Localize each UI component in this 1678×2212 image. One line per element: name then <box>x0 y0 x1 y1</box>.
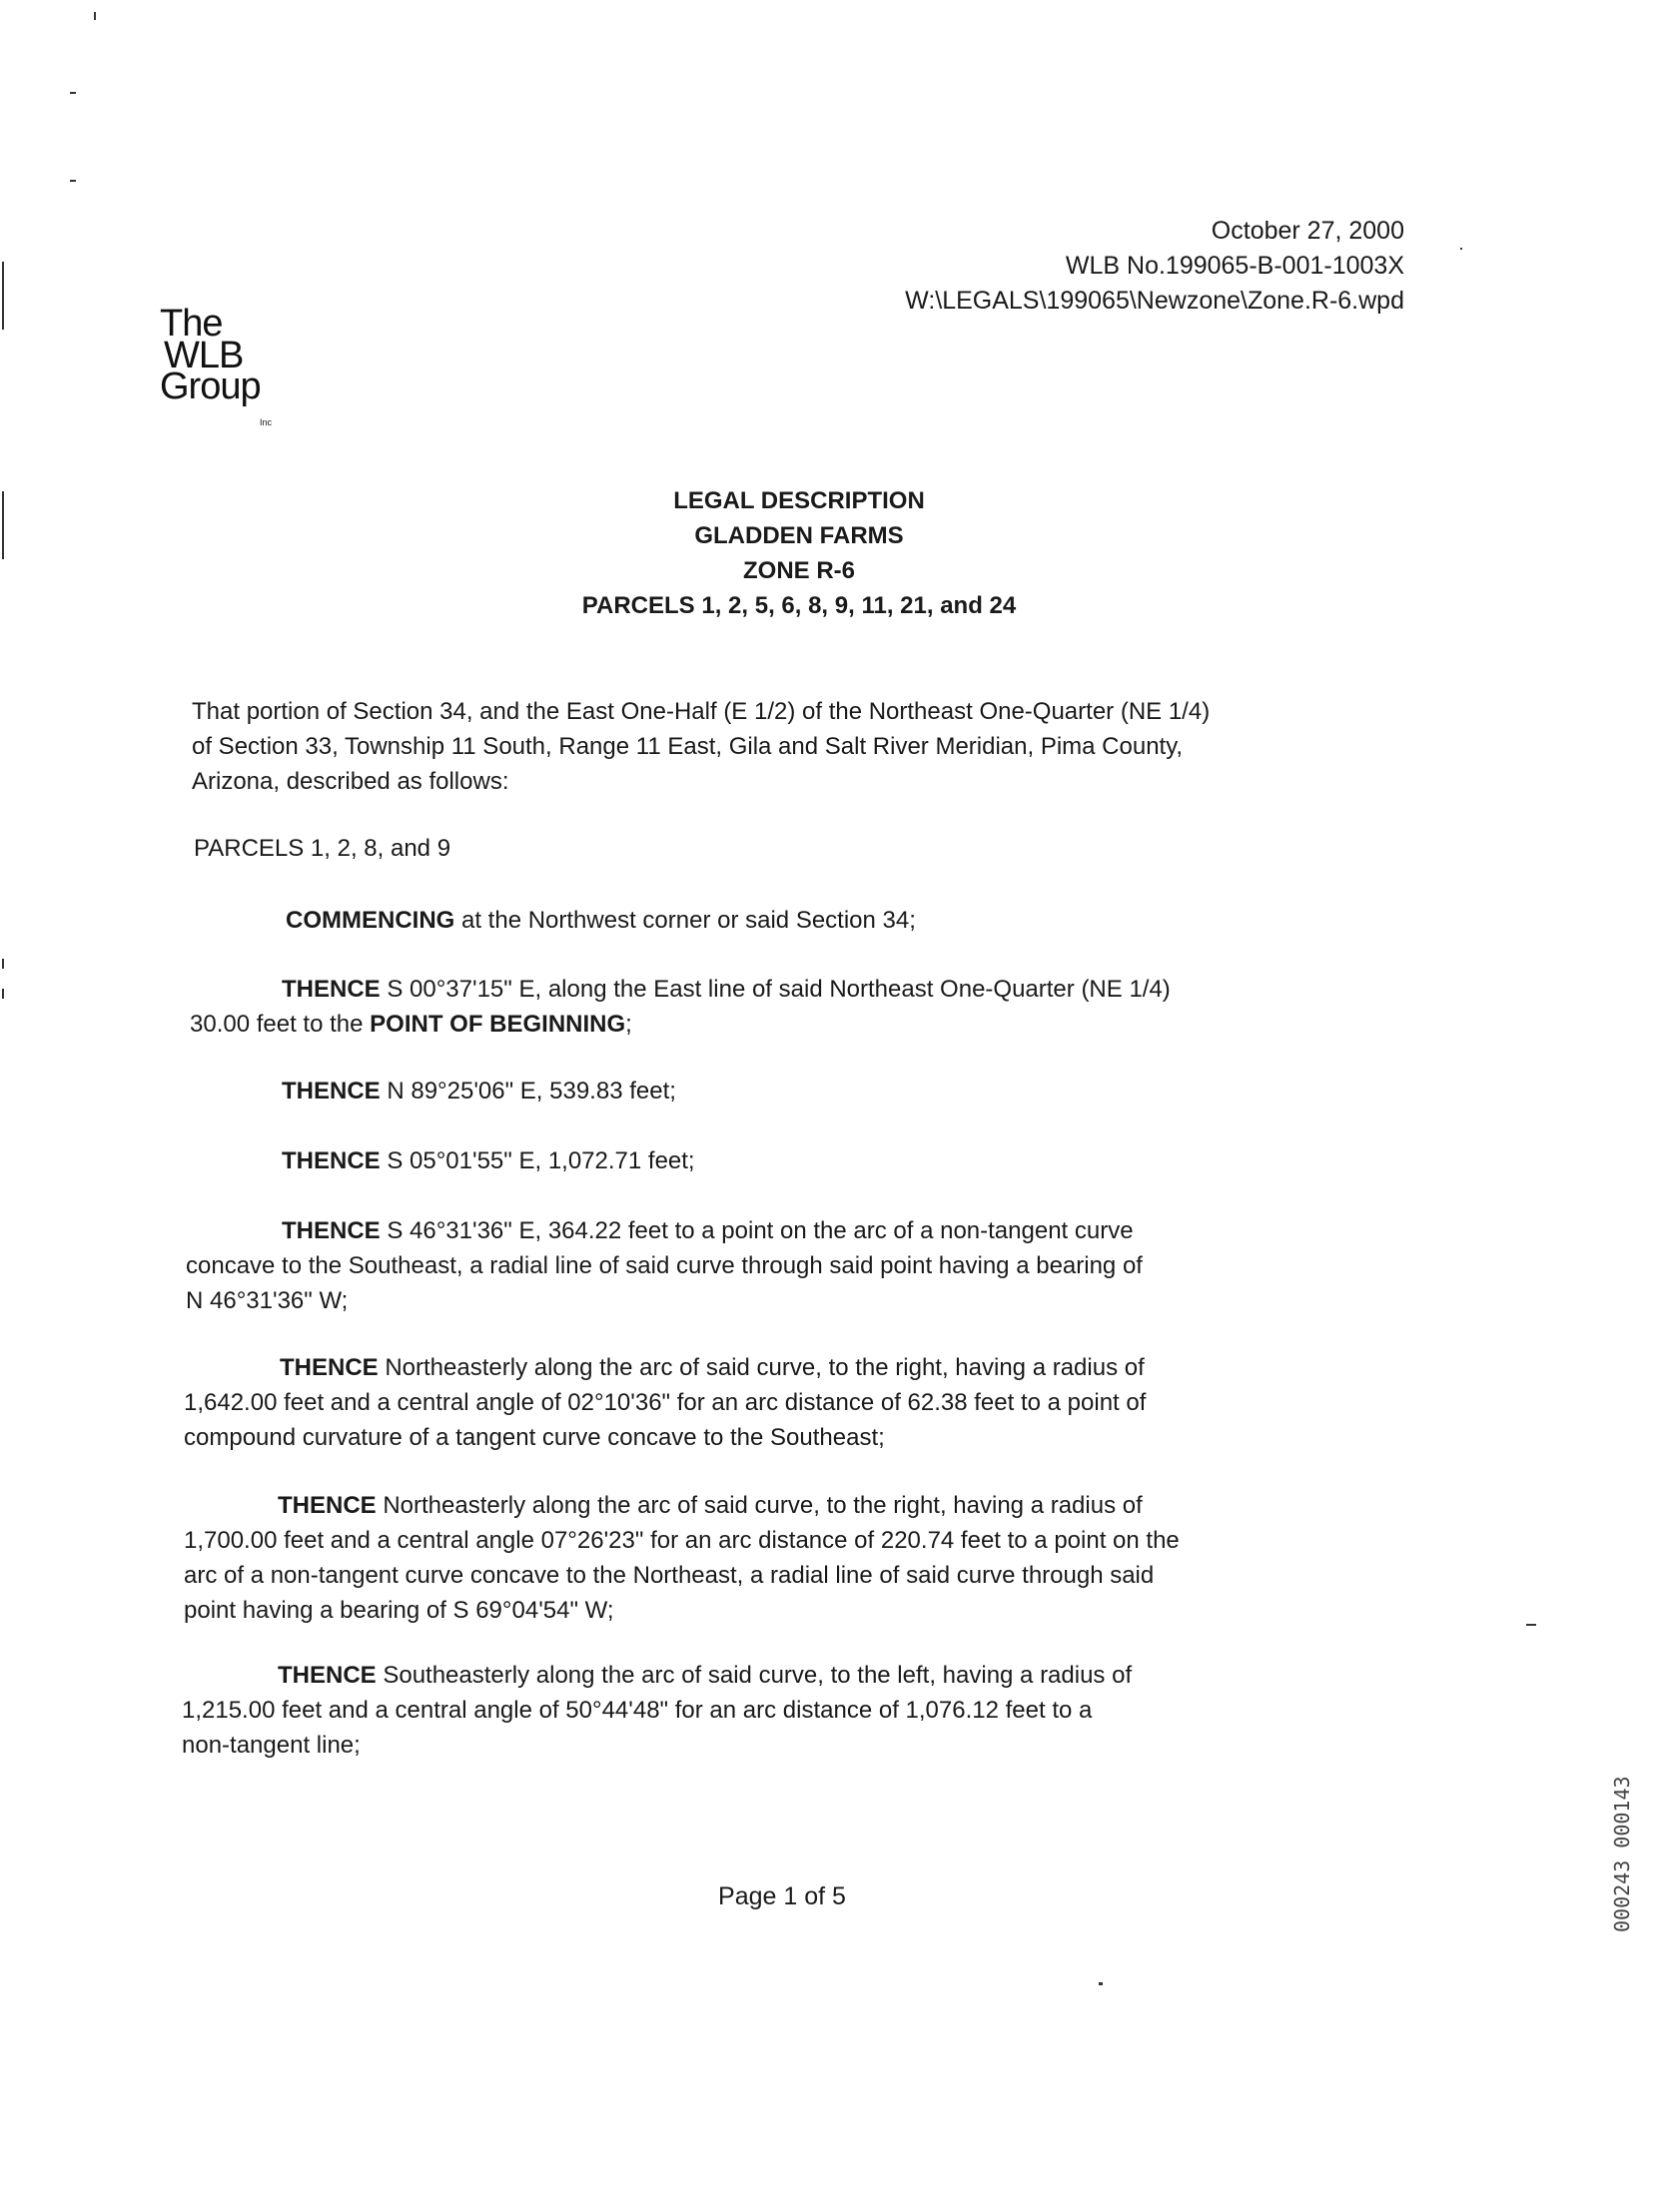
title-line-3: ZONE R-6 <box>742 557 855 584</box>
file-path: W:\LEGALS\199065\Newzone\Zone.R-6.wpd <box>905 287 1404 315</box>
scan-mark <box>2 262 4 330</box>
intro-paragraph <box>192 694 1210 799</box>
scan-mark <box>70 180 76 182</box>
bates-number: 000243 000143 <box>1610 1776 1634 1932</box>
title-line-4: PARCELS 1, 2, 5, 6, 8, 9, 11, 21, and 24 <box>581 592 1017 619</box>
logo-line-wlb: WLB <box>164 335 244 376</box>
intro-line-3: Arizona, described as follows: <box>192 768 509 795</box>
paragraph-text: N 46°31'36" W; <box>186 1287 349 1314</box>
paragraph-text: at the Northwest corner or said Section 34; <box>454 907 916 934</box>
keyword-commencing: COMMENCING <box>286 907 455 934</box>
paragraph-thence-6 <box>184 1488 1180 1628</box>
paragraph-thence-1 <box>190 972 1171 1042</box>
wlb-group-logo <box>160 303 273 427</box>
wlb-number: WLB No.199065-B-001-1003X <box>1065 252 1404 280</box>
scan-mark <box>2 989 4 999</box>
scan-mark <box>2 959 4 969</box>
logo-line-group: Group <box>160 366 261 407</box>
paragraph-text: 30.00 feet to the <box>190 1011 371 1038</box>
paragraph-text: S 00°37'15" E, along the East line of said Northeast One-Quarter (NE 1/4) <box>380 976 1171 1003</box>
scan-mark <box>1099 1982 1103 1985</box>
paragraph-text: Northeasterly along the arc of said curve, to the right, having a radius of <box>376 1492 1143 1519</box>
title-line-2: GLADDEN FARMS <box>694 522 904 549</box>
paragraph-thence-2 <box>282 1074 676 1108</box>
paragraph-text: Northeasterly along the arc of said curve, to the right, having a radius of <box>378 1354 1145 1381</box>
title-line-1: LEGAL DESCRIPTION <box>673 487 925 514</box>
keyword-thence: THENCE <box>278 1662 377 1689</box>
intro-line-1: That portion of Section 34, and the East One-Half (E 1/2) of the Northeast One-Quarter (NE 1/4) <box>192 698 1211 725</box>
paragraph-text: S 46°31'36" E, 364.22 feet to a point on the arc of a non-tangent curve <box>380 1217 1134 1244</box>
paragraph-commencing <box>286 903 916 938</box>
document-header <box>905 214 1404 319</box>
paragraph-text: S 05°01'55" E, 1,072.71 feet; <box>380 1147 695 1174</box>
paragraph-text: 1,215.00 feet and a central angle of 50°44'48" for an arc distance of 1,076.12 feet to a <box>182 1697 1093 1724</box>
paragraph-text: point having a bearing of S 69°04'54" W; <box>184 1597 614 1624</box>
paragraph-text: compound curvature of a tangent curve concave to the Southeast; <box>184 1424 885 1451</box>
paragraph-text: Southeasterly along the arc of said curve, to the left, having a radius of <box>376 1662 1133 1689</box>
document-date: October 27, 2000 <box>1211 217 1404 245</box>
parcels-heading: PARCELS 1, 2, 8, and 9 <box>194 835 451 862</box>
keyword-thence: THENCE <box>282 976 381 1003</box>
keyword-thence: THENCE <box>282 1217 381 1244</box>
paragraph-text: 1,642.00 feet and a central angle of 02°10'36" for an arc distance of 62.38 feet to a point of <box>184 1389 1147 1416</box>
keyword-thence: THENCE <box>282 1147 381 1174</box>
paragraph-text: arc of a non-tangent curve concave to the Northeast, a radial line of said curve through said <box>184 1562 1155 1589</box>
paragraph-text: ; <box>625 1011 632 1038</box>
paragraph-text: 1,700.00 feet and a central angle 07°26'23" for an arc distance of 220.74 feet to a point on the <box>184 1527 1180 1554</box>
keyword-thence: THENCE <box>278 1492 377 1519</box>
paragraph-text: N 89°25'06" E, 539.83 feet; <box>380 1078 676 1105</box>
logo-line-the: The <box>160 303 223 345</box>
scan-mark <box>1460 248 1462 250</box>
logo-inc: Inc <box>260 417 273 427</box>
point-of-beginning: POINT OF BEGINNING <box>370 1011 626 1038</box>
keyword-thence: THENCE <box>282 1078 381 1105</box>
side-stamp <box>1610 1568 1640 1937</box>
page-number: Page 1 of 5 <box>718 1882 846 1910</box>
paragraph-thence-4 <box>186 1213 1143 1318</box>
paragraph-thence-7 <box>182 1658 1132 1763</box>
scan-mark <box>94 12 96 20</box>
paragraph-text: concave to the Southeast, a radial line of said curve through said point having a bearing of <box>186 1252 1143 1279</box>
paragraph-text: non-tangent line; <box>182 1732 361 1759</box>
keyword-thence: THENCE <box>280 1354 379 1381</box>
scan-mark <box>1526 1624 1536 1626</box>
intro-line-2: of Section 33, Township 11 South, Range 11 East, Gila and Salt River Meridian, Pima County, <box>192 733 1184 760</box>
paragraph-thence-3 <box>282 1143 695 1178</box>
scan-mark <box>70 92 76 94</box>
document-title <box>0 483 1598 623</box>
paragraph-thence-5 <box>184 1350 1146 1455</box>
